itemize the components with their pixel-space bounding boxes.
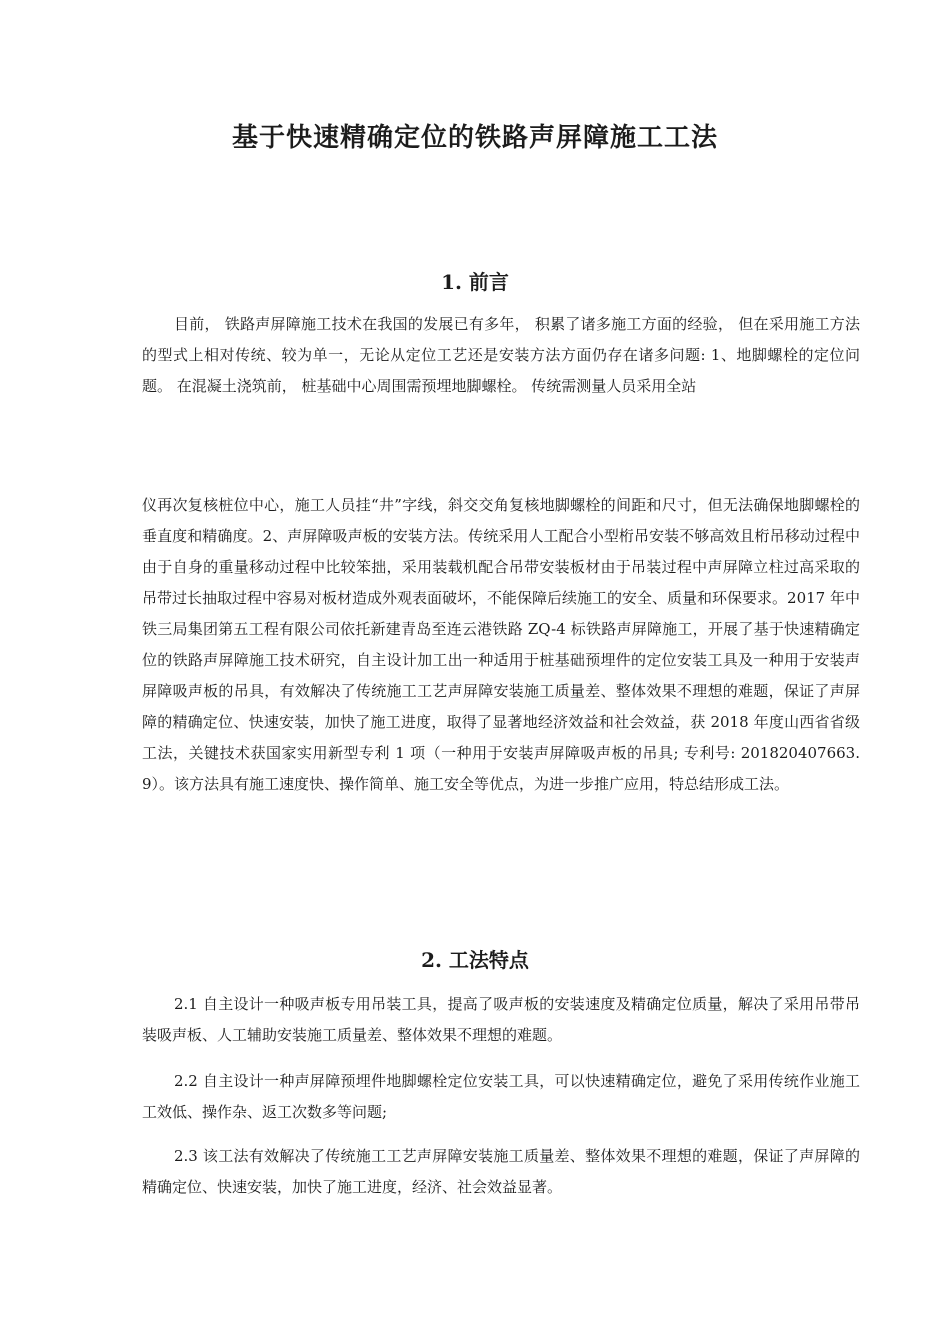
preface-paragraph-2: 仪再次复核桩位中心，施工人员挂“井”字线，斜交交角复核地脚螺栓的间距和尺寸，但无法确保地脚螺栓的垂直度和精确度。2、声屏障吸声板的安装方法。传统采用人工配合小型桁吊安装不够高效且桁吊移动过程中由于自身的重量移动过程中比较笨拙，采用装载机配合吊带安装板材由于吊装过程中声屏障立柱过高采取的吊带过长抽取过程中容易对板材造成外观表面破坏，不能保障后续施工的安全、质量和环保要求。2017 年中铁三局集团第五工程有限公司依托新建青岛至连云港铁路 ZQ-4 标铁路声屏障施工，开展了基于快速精确定位的铁路声屏障施工技术研究，自主设计加工出一种适用于桩基础预埋件的定位安装工具及一种用于安装声屏障吸声板的吊具，有效解决了传统施工工艺声屏障安装施工质量差、整体效果不理想的难题，保证了声屏障的精确定位、快速安装，加快了施工进度，取得了显著地经济效益和社会效益，获 2018 年度山西省省级工法，关键技术获国家实用新型专利 1 项（一种用于安装声屏障吸声板的吊具; 专利号: 201820407663.9）。该方法具有施工速度快、操作简单、施工安全等优点，为进一步推广应用，特总结形成工法。 bbox=[142, 496, 860, 793]
preface-paragraph-1: 目前， 铁路声屏障施工技术在我国的发展已有多年， 积累了诸多施工方面的经验， 但在采用施工方法的型式上相对传统、较为单一，无论从定位工艺还是安装方法方面仍存在诸多问题: 1、地脚螺栓的定位问题。 在混凝土浇筑前， 桩基础中心周围需预埋地脚螺栓。 传统需测量人员采用全站 bbox=[142, 315, 860, 395]
section-heading-preface: 1. 前言 bbox=[441, 270, 509, 294]
feature-item-2-1: 2.1 自主设计一种吸声板专用吊装工具，提高了吸声板的安装速度及精确定位质量，解决了采用吊带吊装吸声板、人工辅助安装施工质量差、整体效果不理想的难题。 bbox=[142, 995, 860, 1044]
document-title: 基于快速精确定位的铁路声屏障施工工法 bbox=[231, 123, 718, 153]
section-heading-features: 2. 工法特点 bbox=[421, 948, 529, 972]
feature-item-2-3: 2.3 该工法有效解决了传统施工工艺声屏障安装施工质量差、整体效果不理想的难题，保证了声屏障的精确定位、快速安装，加快了施工进度，经济、社会效益显著。 bbox=[142, 1147, 860, 1196]
feature-item-2-2: 2.2 自主设计一种声屏障预埋件地脚螺栓定位安装工具，可以快速精确定位，避免了采用传统作业施工工效低、操作杂、返工次数多等问题; bbox=[142, 1072, 860, 1121]
